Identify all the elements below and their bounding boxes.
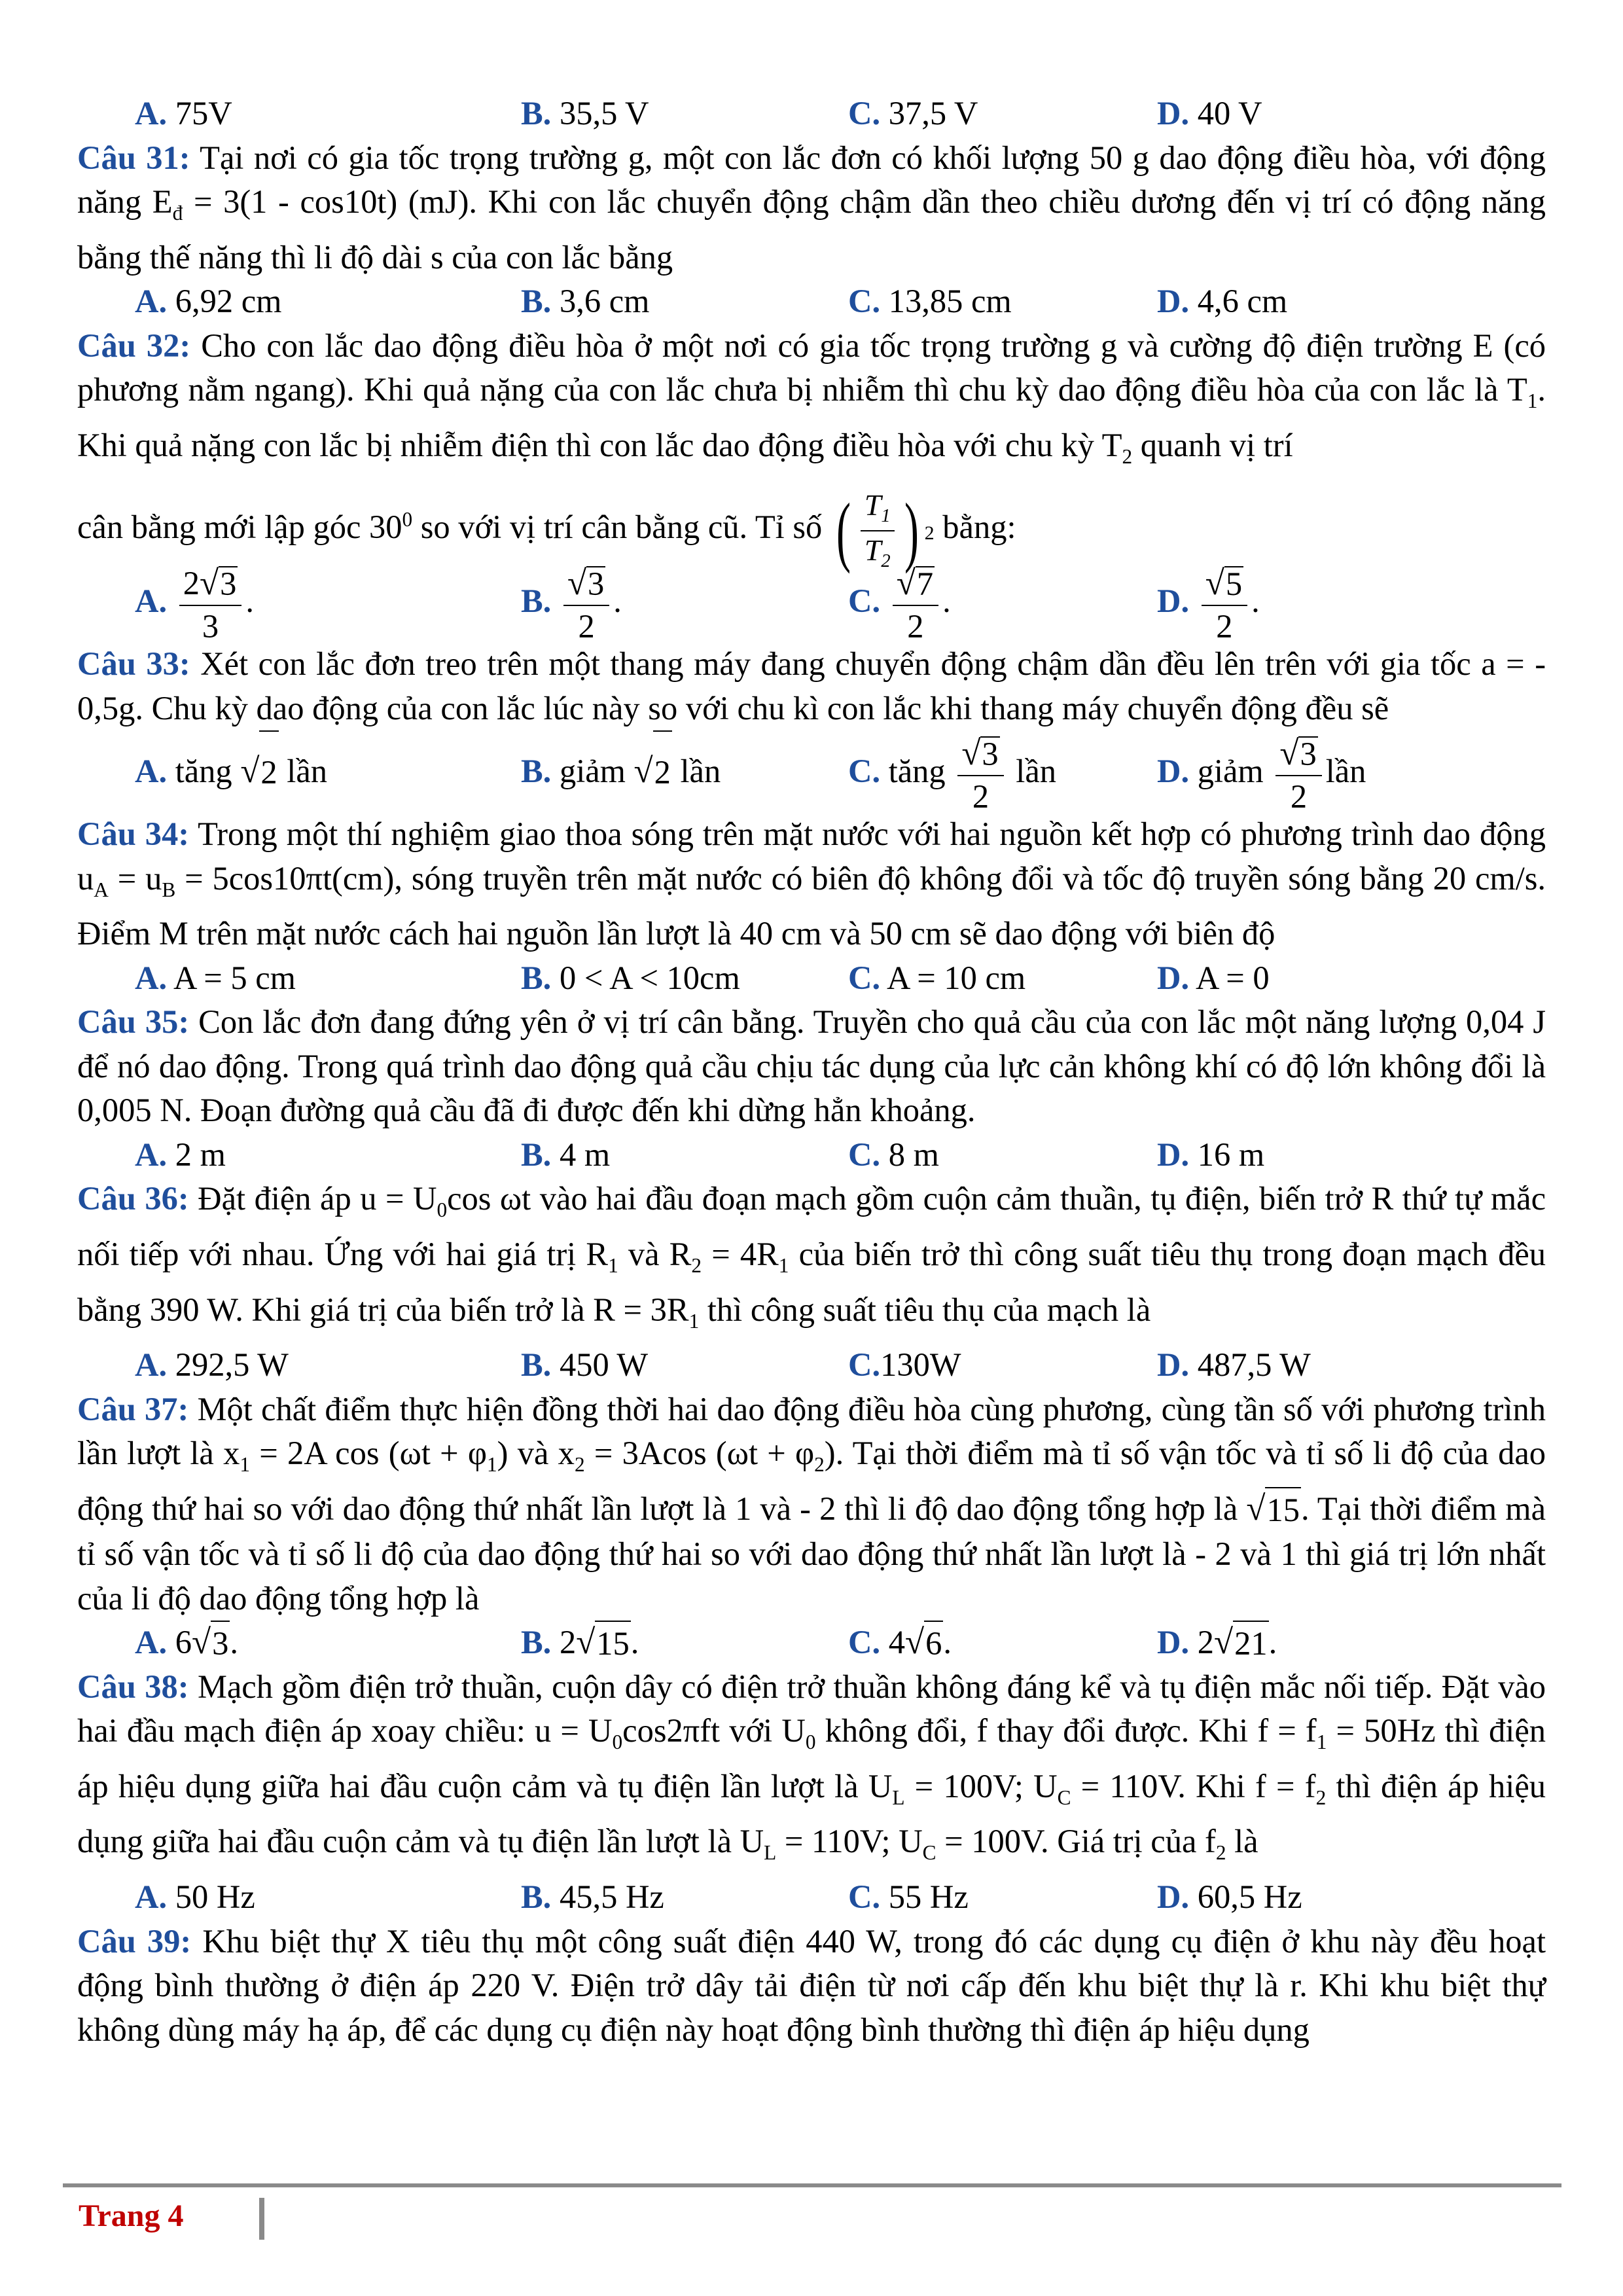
- option-c: C. 55 Hz: [848, 1878, 969, 1916]
- question-31: Câu 31: Tại nơi có gia tốc trọng trường g, một con lắc đơn có khối lượng 50 g dao động điều hòa, với động năng $E_đ = 3(1 - \cos 10t)$ (mJ). Khi con lắc chuyển động chậm dần theo chiều dương đến vị trí có động năng bằng thế năng thì li độ dài s của con lắc bằng: [77, 139, 1546, 276]
- option-d: D. 16 m: [1157, 1136, 1265, 1173]
- option-a: A. 2 √ 3 3 .: [135, 564, 254, 645]
- option-b: B. 4 m: [521, 1136, 611, 1173]
- option-d: D. 40 V: [1157, 95, 1262, 132]
- option-d: D. 2 √ 21 .: [1157, 1621, 1484, 1665]
- question-32-options: [77, 560, 1546, 645]
- left-paren: (: [836, 486, 851, 574]
- option-d: D. 4,6 cm: [1157, 283, 1288, 320]
- option-b: B. √ 3 2 .: [521, 564, 622, 645]
- option-c: C. tăng √ 3 2 lần: [848, 734, 1056, 815]
- option-c: C. 8 m: [848, 1136, 939, 1173]
- option-b: B. 45,5 Hz: [521, 1878, 664, 1916]
- option-a: A. 2 m: [135, 1136, 226, 1173]
- option-a: A. 292,5 W: [135, 1346, 289, 1384]
- option-c: C. A = 10 cm: [848, 959, 1026, 996]
- question-35: Câu 35: Con lắc đơn đang đứng yên ở vị trí cân bằng. Truyền cho quả cầu của con lắc một năng lượng 0,04 J để nó dao động. Trong quá trình dao động quả cầu chịu tác dụng của lực cản không khí có độ lớn không đổi là 0,005 N. Đoạn đường quả cầu đã đi được đến khi dừng hẳn khoảng.: [77, 1003, 1546, 1129]
- question-38-options: [77, 1875, 1546, 1920]
- question-34: Câu 34: Trong một thí nghiệm giao thoa sóng trên mặt nước với hai nguồn kết hợp có phương trình dao động $u_A = u_B = 5\cos 10\pi t(cm)$, sóng truyền trên mặt nước có biên độ không đổi và tốc độ truyền sóng bằng 20 cm/s. Điểm M trên mặt nước cách hai nguồn lần lượt là 40 cm và 50 cm sẽ dao động với biên độ: [77, 816, 1546, 952]
- question-37: Câu 37: Một chất điểm thực hiện đồng thời hai dao động điều hòa cùng phương, cùng tần số với phương trình lần lượt là $x_1 = 2A$ $\cos (\omega t + \varphi_1)$ và $x_2 = 3Acos$ $(\omega t + \varphi_2)$. Tại thời điểm mà tỉ số vận tốc và tỉ số li độ của dao động thứ hai so với dao động thứ nhất lần lượt là 1 và - 2 thì li độ dao động tổng hợp là √ 15 . Tại thời điểm mà tỉ số vận tốc và tỉ số li độ của dao động thứ hai so với dao động thứ nhất lần lượt là - 2 và 1 thì giá trị lớn nhất của li độ dao động tổng hợp là: [77, 1390, 1546, 1617]
- option-b: B. 450 W: [521, 1346, 649, 1384]
- page-footer: [63, 2183, 1561, 2233]
- question-33: Câu 33: Xét con lắc đơn treo trên một thang máy đang chuyển động chậm dần đều lên trên với gia tốc a = - 0,5g. Chu kỳ dao động của con lắc lúc này so với chu kì con lắc khi thang máy chuyển động đều sẽ: [77, 645, 1546, 726]
- ratio-fraction: $\frac{T_1}{T_2}$: [861, 490, 895, 571]
- option-a: A. 6,92 cm: [135, 283, 282, 320]
- option-c: C. 37,5 V: [848, 95, 978, 132]
- question-31-options: [77, 279, 1546, 324]
- option-a: A. 6 √ 3 .: [135, 1621, 521, 1665]
- option-b: B. 3,6 cm: [521, 283, 650, 320]
- option-d: D. √ 5 2 .: [1157, 564, 1260, 645]
- question-38: Câu 38: Mạch gồm điện trở thuần, cuộn dây có điện trở thuần không đáng kể và tụ điện mắc nối tiếp. Đặt vào hai đầu mạch điện áp xoay chiều: $u = U_0\cos 2\pi ft$ với $U_0$ không đổi, f thay đổi được. Khi $f = f_1 = 50Hz$ thì điện áp hiệu dụng giữa hai đầu cuộn cảm và tụ điện lần lượt là $U_L = 100V$; $U_C = 110V$. Khi $f = f_2$ thì điện áp hiệu dụng giữa hai đầu cuộn cảm và tụ điện lần lượt là $U_L = 110V$; $U_C = 100V$. Giá trị của $f_2$ là: [77, 1668, 1546, 1865]
- option-a: A. 75V: [135, 95, 232, 132]
- page-number: Trang 4: [79, 2198, 184, 2233]
- footer-divider: [259, 2198, 264, 2240]
- option-d: D. giảm √ 3 2 lần: [1157, 734, 1366, 815]
- right-paren: ): [904, 486, 919, 574]
- option-d: D. 60,5 Hz: [1157, 1878, 1302, 1916]
- question-36-options: [77, 1343, 1546, 1388]
- question-32: Câu 32: Cho con lắc dao động điều hòa ở một nơi có gia tốc trọng trường g và cường độ điện trường E (có phương nằm ngang). Khi quả nặng của con lắc chưa bị nhiễm thì chu kỳ dao động điều hòa của con lắc là $T_1$. Khi quả nặng con lắc bị nhiễm điện thì con lắc dao động điều hòa với chu kỳ $T_2$ quanh vị trí: [77, 327, 1546, 468]
- option-a: A. A = 5 cm: [135, 959, 296, 996]
- option-d: D. A = 0: [1157, 959, 1270, 996]
- option-b: B. giảm √ 2 lần: [521, 730, 848, 812]
- option-c: C. √ 7 2 .: [848, 564, 951, 645]
- question-33-options: [77, 730, 1546, 815]
- question-34-options: [77, 956, 1546, 1001]
- page-content: [77, 92, 1546, 2052]
- option-b: B. 35,5 V: [521, 95, 649, 132]
- period-ratio: ( $\frac{T_1}{T_2}$ ) 2: [836, 486, 935, 574]
- option-d: D. 487,5 W: [1157, 1346, 1311, 1384]
- question-37-options: [77, 1621, 1546, 1665]
- option-c: C.130W: [848, 1346, 961, 1384]
- option-c: C. 4 √ 6 .: [848, 1621, 1157, 1665]
- question-36: Câu 36: Đặt điện áp $u = U_0\cos$ ωt vào hai đầu đoạn mạch gồm cuộn cảm thuần, tụ điện, biến trở R thứ tự mắc nối tiếp với nhau. Ứng với hai giá trị $R_1$ và $R_2 = 4R_1$ của biến trở thì công suất tiêu thụ trong đoạn mạch đều bằng 390 W. Khi giá trị của biến trở là $R = 3R_1$ thì công suất tiêu thụ của mạch là: [77, 1180, 1546, 1333]
- option-a: A. tăng √ 2 lần: [135, 730, 521, 812]
- top-answer-options: [77, 92, 1546, 136]
- option-a: A. 50 Hz: [135, 1878, 255, 1916]
- question-35-options: [77, 1133, 1546, 1177]
- question-39: Câu 39: Khu biệt thự X tiêu thụ một công suất điện 440 W, trong đó các dụng cụ điện ở khu này đều hoạt động bình thường ở điện áp 220 V. Điện trở dây tải điện từ nơi cấp đến khu biệt thự là r. Khi khu biệt thự không dùng máy hạ áp, để các dụng cụ điện này hoạt động bình thường thì điện áp hiệu dụng: [77, 1922, 1546, 2048]
- option-b: B. 0 < A < 10cm: [521, 959, 740, 996]
- footer-rule: [63, 2183, 1561, 2187]
- question-32-ratio-line: cân bằng mới lập góc $30^0$ so với vị trí cân bằng cũ. Tỉ số ( $\frac{T_1}{T_2}$ ) 2 bằng:: [77, 486, 1016, 574]
- option-b: B. 2 √ 15 .: [521, 1621, 848, 1665]
- option-c: C. 13,85 cm: [848, 283, 1012, 320]
